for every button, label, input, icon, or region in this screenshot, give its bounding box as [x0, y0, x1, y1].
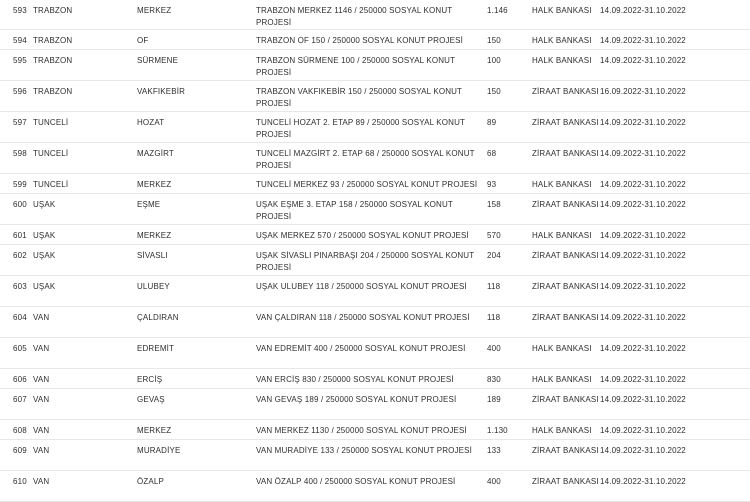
date-range-cell: 14.09.2022-31.10.2022: [600, 276, 750, 307]
project-cell: UŞAK ULUBEY 118 / 250000 SOSYAL KONUT PROJESİ: [256, 276, 487, 307]
district-cell: MERKEZ: [137, 0, 256, 30]
date-range-cell: 14.09.2022-31.10.2022: [600, 338, 750, 369]
bank-cell: ZİRAAT BANKASI: [532, 245, 600, 276]
quantity-cell: 150: [487, 30, 532, 50]
date-range-cell: 14.09.2022-31.10.2022: [600, 194, 750, 225]
quantity-cell: 204: [487, 245, 532, 276]
bank-cell: HALK BANKASI: [532, 338, 600, 369]
district-cell: SİVASLI: [137, 245, 256, 276]
bank-cell: ZİRAAT BANKASI: [532, 194, 600, 225]
table-row: [0, 143, 750, 174]
bank-cell: ZİRAAT BANKASI: [532, 307, 600, 338]
city-cell: VAN: [33, 338, 137, 369]
table-row: [0, 471, 750, 502]
project-cell: TUNCELİ MAZGİRT 2. ETAP 68 / 250000 SOSYAL KONUT PROJESİ: [256, 143, 487, 174]
city-cell: VAN: [33, 420, 137, 440]
project-cell: VAN ÖZALP 400 / 250000 SOSYAL KONUT PROJESİ: [256, 471, 487, 502]
quantity-cell: 400: [487, 471, 532, 502]
city-cell: VAN: [33, 440, 137, 471]
city-cell: UŞAK: [33, 225, 137, 245]
row-number: 594: [0, 30, 33, 50]
quantity-cell: 118: [487, 307, 532, 338]
district-cell: OF: [137, 30, 256, 50]
date-range-cell: 14.09.2022-31.10.2022: [600, 0, 750, 30]
date-range-cell: 14.09.2022-31.10.2022: [600, 307, 750, 338]
district-cell: EDREMİT: [137, 338, 256, 369]
row-number: 603: [0, 276, 33, 307]
city-cell: UŞAK: [33, 276, 137, 307]
row-number: 595: [0, 50, 33, 81]
city-cell: TRABZON: [33, 30, 137, 50]
quantity-cell: 830: [487, 369, 532, 389]
row-number: 593: [0, 0, 33, 30]
table-row: [0, 369, 750, 389]
row-number: 606: [0, 369, 33, 389]
bank-cell: ZİRAAT BANKASI: [532, 276, 600, 307]
district-cell: ÖZALP: [137, 471, 256, 502]
table-row: [0, 440, 750, 471]
bank-cell: HALK BANKASI: [532, 174, 600, 194]
table-row: [0, 50, 750, 81]
date-range-cell: 14.09.2022-31.10.2022: [600, 50, 750, 81]
quantity-cell: 1.130: [487, 420, 532, 440]
row-number: 609: [0, 440, 33, 471]
row-number: 601: [0, 225, 33, 245]
district-cell: ERCİŞ: [137, 369, 256, 389]
bank-cell: HALK BANKASI: [532, 420, 600, 440]
row-number: 598: [0, 143, 33, 174]
date-range-cell: 14.09.2022-31.10.2022: [600, 440, 750, 471]
bank-cell: ZİRAAT BANKASI: [532, 81, 600, 112]
date-range-cell: 14.09.2022-31.10.2022: [600, 225, 750, 245]
city-cell: UŞAK: [33, 194, 137, 225]
date-range-cell: 14.09.2022-31.10.2022: [600, 389, 750, 420]
district-cell: VAKFIKEBİR: [137, 81, 256, 112]
row-number: 605: [0, 338, 33, 369]
district-cell: MERKEZ: [137, 225, 256, 245]
date-range-cell: 16.09.2022-31.10.2022: [600, 81, 750, 112]
date-range-cell: 14.09.2022-31.10.2022: [600, 174, 750, 194]
project-cell: UŞAK MERKEZ 570 / 250000 SOSYAL KONUT PROJESİ: [256, 225, 487, 245]
city-cell: VAN: [33, 389, 137, 420]
date-range-cell: 14.09.2022-31.10.2022: [600, 245, 750, 276]
quantity-cell: 93: [487, 174, 532, 194]
bank-cell: HALK BANKASI: [532, 225, 600, 245]
quantity-cell: 158: [487, 194, 532, 225]
quantity-cell: 189: [487, 389, 532, 420]
city-cell: VAN: [33, 307, 137, 338]
city-cell: TUNCELİ: [33, 112, 137, 143]
project-cell: UŞAK SİVASLI PINARBAŞI 204 / 250000 SOSYAL KONUT PROJESİ: [256, 245, 487, 276]
project-cell: VAN GEVAŞ 189 / 250000 SOSYAL KONUT PROJESİ: [256, 389, 487, 420]
district-cell: MERKEZ: [137, 420, 256, 440]
project-cell: TRABZON VAKFIKEBİR 150 / 250000 SOSYAL KONUT PROJESİ: [256, 81, 487, 112]
table-row: [0, 245, 750, 276]
table-row: [0, 420, 750, 440]
table-row: [0, 276, 750, 307]
city-cell: TRABZON: [33, 0, 137, 30]
bank-cell: ZİRAAT BANKASI: [532, 112, 600, 143]
city-cell: UŞAK: [33, 245, 137, 276]
quantity-cell: 100: [487, 50, 532, 81]
row-number: 604: [0, 307, 33, 338]
date-range-cell: 14.09.2022-31.10.2022: [600, 420, 750, 440]
row-number: 608: [0, 420, 33, 440]
project-cell: VAN ERCİŞ 830 / 250000 SOSYAL KONUT PROJESİ: [256, 369, 487, 389]
quantity-cell: 150: [487, 81, 532, 112]
row-number: 607: [0, 389, 33, 420]
project-cell: VAN EDREMİT 400 / 250000 SOSYAL KONUT PROJESİ: [256, 338, 487, 369]
table-row: [0, 225, 750, 245]
quantity-cell: 118: [487, 276, 532, 307]
district-cell: MERKEZ: [137, 174, 256, 194]
row-number: 599: [0, 174, 33, 194]
table-row: [0, 307, 750, 338]
city-cell: TRABZON: [33, 81, 137, 112]
district-cell: MAZGİRT: [137, 143, 256, 174]
quantity-cell: 570: [487, 225, 532, 245]
bank-cell: ZİRAAT BANKASI: [532, 143, 600, 174]
district-cell: HOZAT: [137, 112, 256, 143]
bank-cell: HALK BANKASI: [532, 50, 600, 81]
project-cell: VAN ÇALDIRAN 118 / 250000 SOSYAL KONUT PROJESİ: [256, 307, 487, 338]
date-range-cell: 14.09.2022-31.10.2022: [600, 369, 750, 389]
district-cell: ÇALDIRAN: [137, 307, 256, 338]
date-range-cell: 14.09.2022-31.10.2022: [600, 471, 750, 502]
table-row: [0, 174, 750, 194]
quantity-cell: 68: [487, 143, 532, 174]
district-cell: GEVAŞ: [137, 389, 256, 420]
table-row: [0, 338, 750, 369]
project-cell: VAN MURADİYE 133 / 250000 SOSYAL KONUT PROJESİ: [256, 440, 487, 471]
table-row: [0, 112, 750, 143]
row-number: 600: [0, 194, 33, 225]
project-cell: TRABZON OF 150 / 250000 SOSYAL KONUT PROJESİ: [256, 30, 487, 50]
city-cell: TUNCELİ: [33, 143, 137, 174]
bank-cell: ZİRAAT BANKASI: [532, 471, 600, 502]
quantity-cell: 133: [487, 440, 532, 471]
row-number: 602: [0, 245, 33, 276]
district-cell: EŞME: [137, 194, 256, 225]
date-range-cell: 14.09.2022-31.10.2022: [600, 112, 750, 143]
date-range-cell: 14.09.2022-31.10.2022: [600, 30, 750, 50]
row-number: 610: [0, 471, 33, 502]
project-cell: TUNCELİ MERKEZ 93 / 250000 SOSYAL KONUT PROJESİ: [256, 174, 487, 194]
table-row: [0, 194, 750, 225]
city-cell: TUNCELİ: [33, 174, 137, 194]
quantity-cell: 89: [487, 112, 532, 143]
bank-cell: ZİRAAT BANKASI: [532, 389, 600, 420]
city-cell: VAN: [33, 471, 137, 502]
table-row: [0, 389, 750, 420]
project-cell: TUNCELİ HOZAT 2. ETAP 89 / 250000 SOSYAL KONUT PROJESİ: [256, 112, 487, 143]
table-row: [0, 30, 750, 50]
city-cell: VAN: [33, 369, 137, 389]
bank-cell: HALK BANKASI: [532, 369, 600, 389]
project-cell: TRABZON MERKEZ 1146 / 250000 SOSYAL KONUT PROJESİ: [256, 0, 487, 30]
city-cell: TRABZON: [33, 50, 137, 81]
project-cell: VAN MERKEZ 1130 / 250000 SOSYAL KONUT PROJESİ: [256, 420, 487, 440]
district-cell: ULUBEY: [137, 276, 256, 307]
bank-cell: HALK BANKASI: [532, 30, 600, 50]
row-number: 596: [0, 81, 33, 112]
date-range-cell: 14.09.2022-31.10.2022: [600, 143, 750, 174]
district-cell: MURADİYE: [137, 440, 256, 471]
bank-cell: HALK BANKASI: [532, 0, 600, 30]
project-cell: UŞAK EŞME 3. ETAP 158 / 250000 SOSYAL KONUT PROJESİ: [256, 194, 487, 225]
bank-cell: ZİRAAT BANKASI: [532, 440, 600, 471]
table-row: [0, 81, 750, 112]
district-cell: SÜRMENE: [137, 50, 256, 81]
project-cell: TRABZON SÜRMENE 100 / 250000 SOSYAL KONUT PROJESİ: [256, 50, 487, 81]
row-number: 597: [0, 112, 33, 143]
quantity-cell: 1.146: [487, 0, 532, 30]
table-row: [0, 0, 750, 30]
quantity-cell: 400: [487, 338, 532, 369]
